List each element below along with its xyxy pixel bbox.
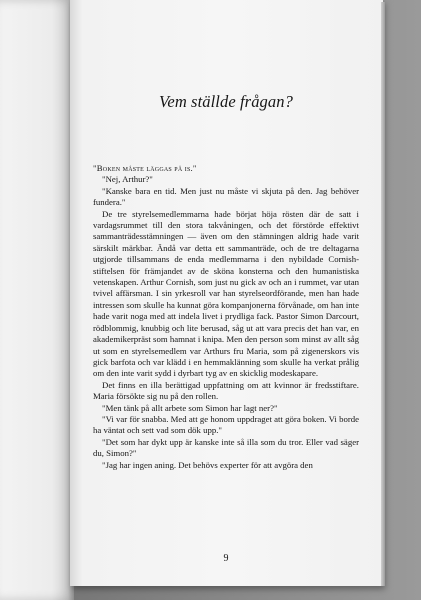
paragraph-2: "Nej, Arthur?" bbox=[102, 174, 153, 185]
paragraph-1 bbox=[93, 163, 359, 174]
body-text bbox=[93, 163, 359, 471]
opening-line: "Boken måste läggas på is." bbox=[93, 163, 197, 173]
page-number: 9 bbox=[223, 553, 229, 564]
chapter-title: Vem ställde frågan? bbox=[159, 92, 293, 111]
paragraph-9: "Jag har ingen aning. Det behövs experter för att avgöra den bbox=[102, 459, 313, 470]
paragraph-4: De tre styrelsemedlemmarna hade börjat höja rösten där de satt i vardagsrummet till den stora takvåningen, och det förstörde effektivt sammanträdesstämningen — även om den stämningen aldrig hade varit särskilt märkbar. Ändå var detta ett sammanträde, och de tre deltagarna utgjorde tillsammans de enda medlemmarna i den nybildade Cornish-stiftelsen för främjandet av de sköna konsterna och den humanistiska vetenskapen. Arthur Cornish, som just nu gick av och an i rummet, var utan tvivel affärsman. I sin yrkesroll var han styrelseordförande, men han hade intressen som skulle ha kunnat göra kompanjonerna förvånade, om han inte hade varit noga med att indela livet i prydliga fack. Pastor Simon Darcourt, rödblommig, knubbig och lite berusad, såg ut att vara precis det han var, en akademikerpräst som hamnat i knipa. Men den person som minst av allt såg ut som en styrelsemedlem var Arthurs fru Maria, som på zigenerskors vis gick barfota och var klädd i en hemmaklänning som skulle ha verkat prålig om den inte varit sydd i dyrbart tyg av en skicklig modeskapare. bbox=[93, 208, 359, 379]
left-page bbox=[0, 0, 74, 600]
paragraph-5: Det finns en illa berättigad uppfattning om att kvinnor är fredsstiftare. Maria försökte sig nu på den rollen. bbox=[93, 379, 359, 402]
paragraph-7: "Vi var för snabba. Med att ge honom uppdraget att göra boken. Vi borde ha väntat och sett vad som dök upp." bbox=[93, 413, 359, 436]
paragraph-6: "Men tänk på allt arbete som Simon har lagt ner?" bbox=[102, 402, 278, 413]
paragraph-3: "Kanske bara en tid. Men just nu måste vi skjuta på den. Jag behöver fundera." bbox=[93, 185, 359, 208]
paragraph-8: "Det som har dykt upp är kanske inte så illa som du tror. Eller vad säger du, Simon?" bbox=[93, 436, 359, 459]
page-edge bbox=[381, 2, 385, 586]
